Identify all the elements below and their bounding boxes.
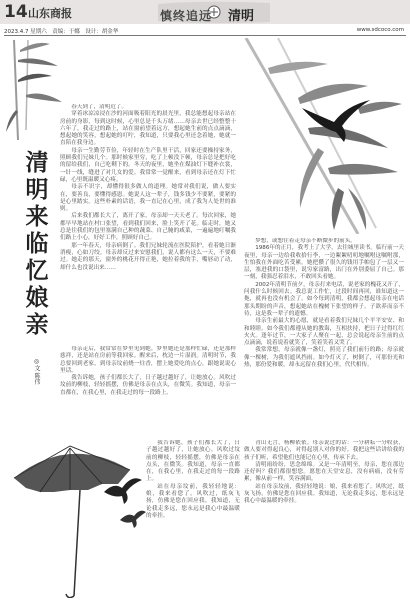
banner-kicker: 慎终追远	[160, 9, 213, 23]
text-column-right-upper	[244, 238, 404, 436]
paragraph: 母亲生前最大的心愿，就是看着我们兄妹几个平平安安、和和睦睦。如今我们都遵从她的教诲，互相扶持，把日子过得红红火火。逢年过节，一大家子人聚在一起，总会说起母亲生前的点点滴滴，说着说着就笑了，笑着笑着又哭了。	[244, 318, 404, 347]
paragraph: 1986年的正月，我考上了大学，去往城里读书。临行前一天夜里，母亲一边给我收拾行李，一边絮絮叨叨地嘱咐这嘱咐那，生怕我在外面吃苦受累。她把攒了很久的钱用手帕包了一层又一层，塞进我的口袋里，说穷家富路，出门在外别委屈了自己。那一刻，我强忍着泪水，不敢回头看她。	[244, 245, 404, 281]
page-number: 14	[4, 2, 28, 22]
paragraph: 站在母亲坟前，我轻轻地说：娘，我来看您了。风吹过，纸灰飞扬，仿佛是您在回应我。我知道，无论我走多远，您永远是我心中最温暖的牵挂。	[244, 483, 404, 505]
site-url: www.sdcoco.com	[356, 27, 404, 33]
paragraph: 青山无言，杨柳依依。母亲说过的话：一分耕耘一分收获，做人要对得起良心，对得起别人对你的好。我把这些话讲给我的孩子们听，希望他们也能记在心里，传承下去。	[244, 440, 404, 461]
text-column-bottom-mid	[146, 440, 240, 598]
masthead	[0, 0, 410, 24]
paragraph: 母亲走后，我常常在梦里见到她。梦里她还是那样忙碌，还是那样慈祥，还是站在房前等我回家。醒来后，枕边一片湿润。清明时节，我总要回到老家，到母亲坟前烧一炷香，摆上她爱吃的点心，跟她说说心里话。	[60, 346, 236, 374]
paragraph: 春天到了，清明近了。	[71, 104, 128, 110]
paper-name: 山东商报	[28, 7, 72, 20]
paragraph: 我告诉她，孩子们都长大了，日子越过越好了，让她放心。风吹过坟前的柳枝，轻轻摇摆，仿佛是母亲在点头，在微笑。我知道，母亲一直都在，在我心里，在我走过的每一段路上。	[60, 375, 236, 396]
paragraph: 母亲不识字，却懂得很多做人的道理。她常对我们说，做人要实在，要善良，要懂得感恩。她说人这一辈子，钱多钱少不要紧，要紧的是心里踏实。这些朴素的话语，我一直记在心里，成了我为人处世的准则。	[60, 184, 236, 213]
section-banner	[158, 0, 270, 24]
text-column-right-lower	[244, 440, 404, 598]
article-title: 清明来临忆娘亲	[25, 150, 49, 338]
paragraph: 我告诉她，孩子们都长大了，日子越过越好了，让她放心。风吹过坟前的柳枝，轻轻摇摆，仿佛是母亲在点头，在微笑。我知道，母亲一直都在，在我心里，在我走过的每一段路上。	[146, 440, 240, 483]
paragraph: 母亲一生勤劳节俭，年轻时在生产队里干活，回家还要操持家务，照顾我们兄妹几个。那时候家里穷，吃了上顿没下顿，母亲总是把好吃的留给我们，自己吃剩下的。冬天的夜里，她坐在煤油灯下缝补衣裳，一针一线，缝进了对儿女的爱。我常常一觉醒来，看到母亲还在灯下忙碌，心里既温暖又心疼。	[60, 147, 236, 183]
text-column-upper	[60, 104, 236, 342]
issue-meta: 2023.4.7 星期六 责编：于娜 设计：胡金华	[4, 29, 119, 35]
paragraph: 梦想，或想往着走母亲不断微步的前头。	[255, 238, 356, 244]
paragraph: 清明雨纷纷，思念绵绵。又是一年清明至，母亲，您在那边还好吗？我们都很想您。愿您在天堂安息，没有病痛，没有劳累，像从前一样，笑容满面。	[244, 461, 404, 483]
paragraph: 那一年春天，母亲病倒了。我们兄妹轮流在医院陪护，看着她日渐消瘦，心如刀绞。母亲却反过来安慰我们，说人都有这么一天，不要难过。她走的那天，窗外的桃花开得正艳，她拉着我的手，嘴唇动了动，却什么也没说出来……	[60, 242, 236, 271]
text-column-bottom-left	[60, 346, 236, 430]
bamboo-icon	[6, 40, 66, 140]
paragraph: 我常常想，母亲就像一盏灯，照亮了我们前行的路；母亲就像一棵树，为我们遮风挡雨。如今灯灭了，树倒了，可那份光和热，那份爱和暖，却永远留在我们心里，代代相传。	[244, 347, 404, 369]
paragraph: 站在母亲坟前，我轻轻地说：娘，我来看您了。风吹过，纸灰飞扬，仿佛是您在回应我。我知道，无论我走多远，您永远是我心中最温暖的牵挂。	[146, 483, 240, 519]
article-author: ◎文 陈伟	[33, 358, 40, 385]
paragraph: 穿着冰凉凉浸在沙的河面吸着阳光的晨光里，我总能想起母亲站在房前的身影，每到这时候，心里总是千头万绪……母亲去世已经整整十六年了，我走过的路上，站在窗前望着远方，想起她生前的点点滴滴，想起她的笑容，想起她的叮咛，我知道，只要我心里还念着她，她就一直陪在我身边。	[60, 111, 236, 147]
swallow-icon	[118, 506, 148, 532]
banner-title: 清明	[228, 9, 255, 24]
header-rule	[4, 35, 406, 36]
swallow-icon	[300, 98, 372, 144]
paragraph: 2002年清明节前夕，母亲打来电话，说老家的槐花又开了，问我什么时候回去。我总说工作忙，过段时间再回，谁知道这一拖，就再也没有机会了。如今每到清明，我都会想起母亲在电话那头期盼的声音，想起她站在槐树下张望的样子。子欲养而亲不待，这是我一辈子的遗憾。	[244, 281, 404, 317]
paragraph: 后来我们都长大了，离开了家，母亲却一天天老了。每次回家，她都早早地站在村口张望，看到我们回来，脸上笑开了花。临走时，她又总是往我们的包里塞满自己种的蔬菜、自己腌的咸菜，一遍遍地叮嘱我们路上小心，好好工作，照顾好自己。	[60, 213, 236, 242]
